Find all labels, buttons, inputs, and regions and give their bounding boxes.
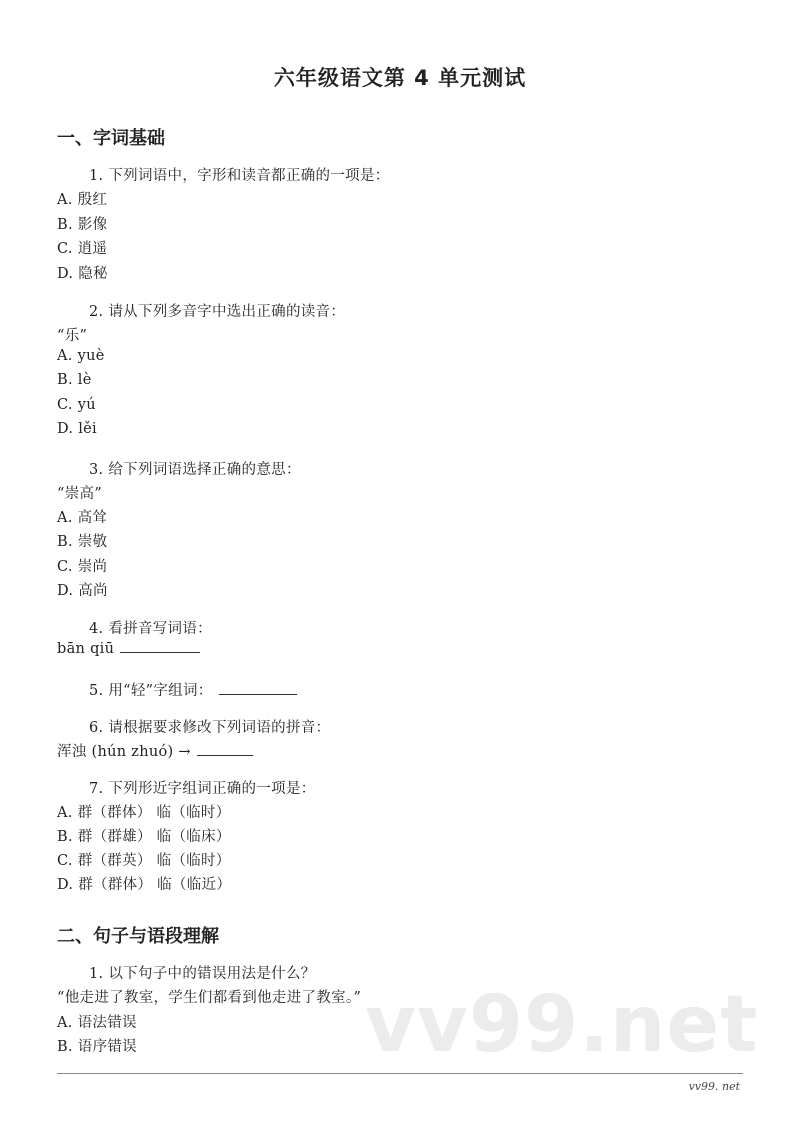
option: D. lěi bbox=[57, 421, 97, 437]
pinyin-prompt: bān qiū bbox=[57, 641, 115, 657]
question-stem: 4. 看拼音写词语： bbox=[89, 621, 212, 637]
answer-line bbox=[57, 641, 200, 657]
question-quote: “乐” bbox=[57, 328, 88, 344]
watermark: vv99.net bbox=[365, 980, 759, 1070]
option: C. 逍遥 bbox=[57, 241, 108, 257]
option: D. 群（群体） 临（临近） bbox=[57, 877, 232, 893]
answer-blank[interactable] bbox=[197, 754, 253, 756]
question-stem: 5. 用“轻”字组词： bbox=[89, 683, 213, 699]
option: B. 语序错误 bbox=[57, 1039, 137, 1055]
question-stem: 3. 给下列词语选择正确的意思： bbox=[89, 462, 301, 478]
question-stem: 7. 下列形近字组词正确的一项是： bbox=[89, 781, 316, 797]
option: A. 殷红 bbox=[57, 192, 108, 208]
option: D. 隐秘 bbox=[57, 266, 108, 282]
question-stem: 6. 请根据要求修改下列词语的拼音： bbox=[89, 720, 331, 736]
footer-site: vv99. net bbox=[688, 1080, 740, 1093]
question-stem: 2. 请从下列多音字中选出正确的读音： bbox=[89, 304, 346, 320]
answer-blank[interactable] bbox=[219, 693, 297, 695]
option: B. 影像 bbox=[57, 217, 108, 233]
option: B. lè bbox=[57, 372, 92, 388]
option: B. 群（群雄） 临（临床） bbox=[57, 829, 231, 845]
question-stem: 1. 下列词语中，字形和读音都正确的一项是： bbox=[89, 168, 390, 184]
answer-line bbox=[89, 679, 297, 700]
option: C. 崇尚 bbox=[57, 559, 108, 575]
option: D. 高尚 bbox=[57, 583, 108, 599]
question-stem: 1. 以下句子中的错误用法是什么？ bbox=[89, 966, 316, 982]
pinyin-prompt: 浑浊 (hún zhuó) → bbox=[57, 744, 191, 760]
footer-divider bbox=[57, 1073, 743, 1074]
option: B. 崇敬 bbox=[57, 534, 108, 550]
answer-blank[interactable] bbox=[120, 651, 200, 653]
option: A. 高耸 bbox=[57, 510, 108, 526]
option: A. 群（群体） 临（临时） bbox=[57, 805, 231, 821]
option: A. 语法错误 bbox=[57, 1015, 137, 1031]
option: C. 群（群英） 临（临时） bbox=[57, 853, 231, 869]
section-heading-1: 一、字词基础 bbox=[57, 128, 165, 149]
question-quote: “他走进了教室，学生们都看到他走进了教室。” bbox=[57, 990, 362, 1006]
question-quote: “崇高” bbox=[57, 486, 103, 502]
answer-line bbox=[57, 740, 253, 761]
option: C. yú bbox=[57, 397, 96, 413]
page-title: 六年级语文第 4 单元测试 bbox=[273, 66, 527, 90]
section-heading-2: 二、句子与语段理解 bbox=[57, 926, 219, 947]
option: A. yuè bbox=[57, 348, 105, 364]
